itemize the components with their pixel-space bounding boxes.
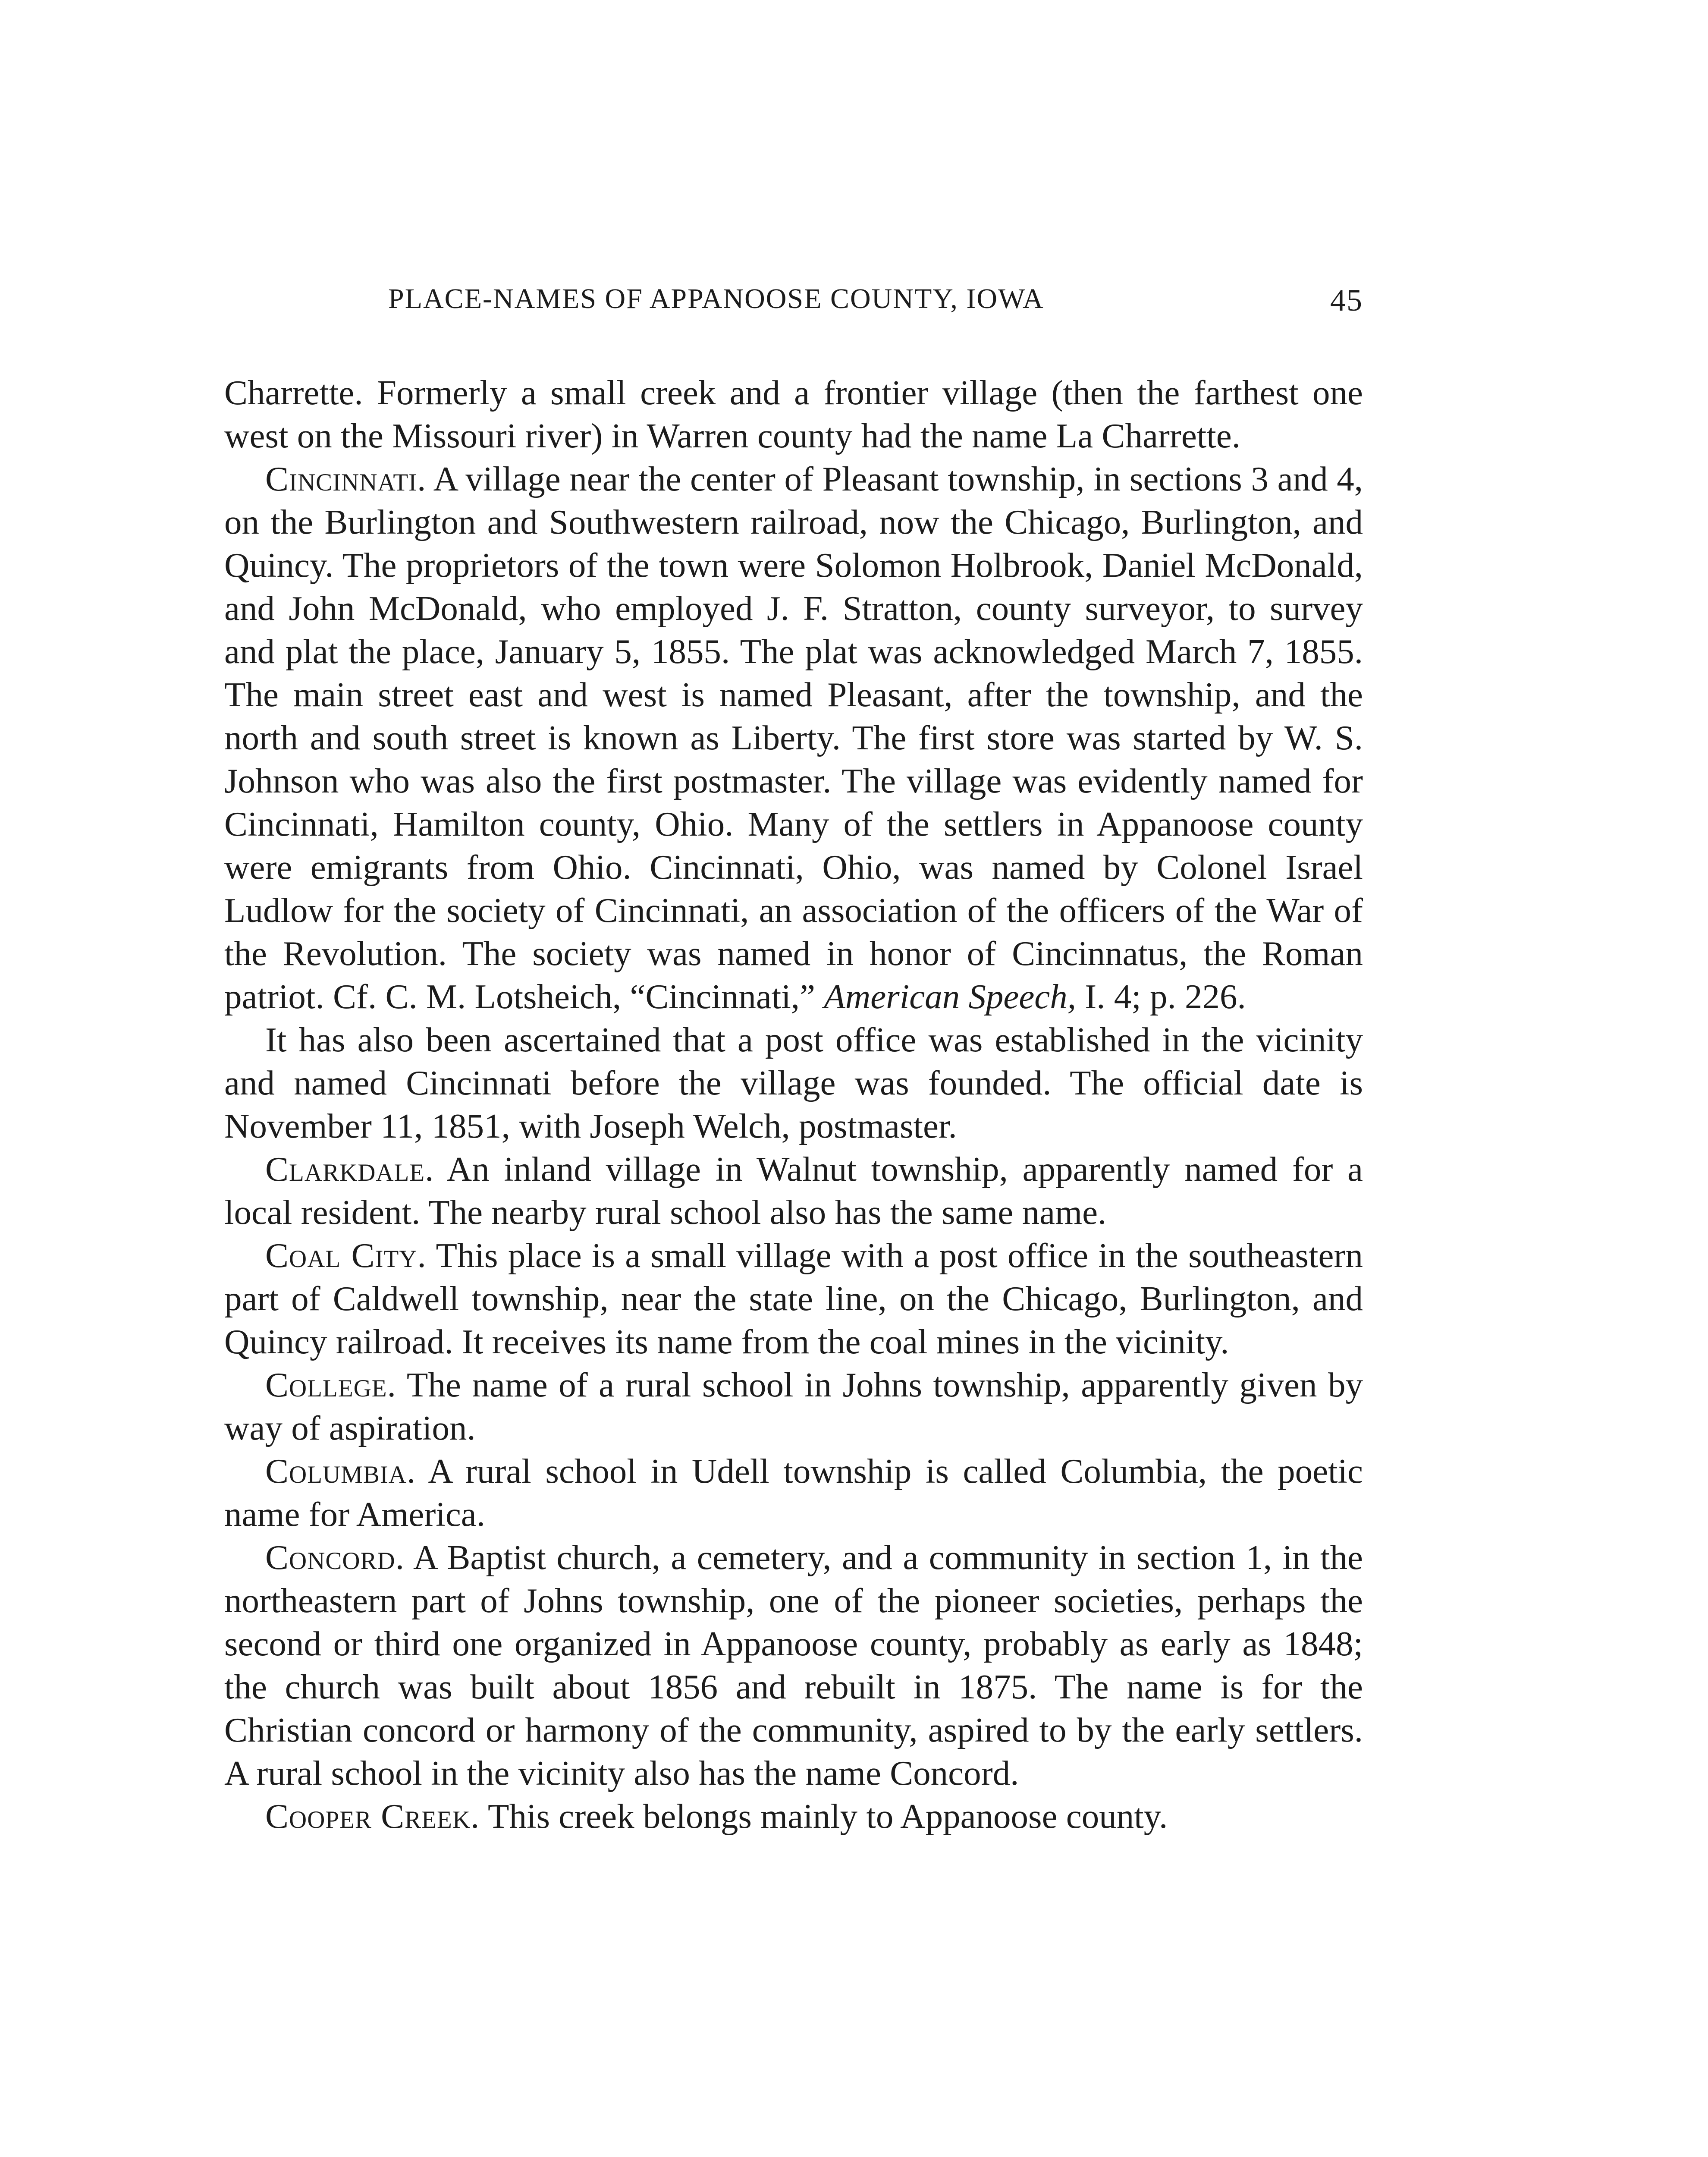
entry-heading: Columbia.	[265, 1452, 416, 1490]
entry-college	[224, 1363, 1363, 1450]
entry-concord	[224, 1536, 1363, 1795]
paragraph-charrette	[224, 371, 1363, 457]
paragraph-text: It has also been ascertained that a post office was established in the vicinity and named Cincinnati before the village was founded. The official date is November 11, 1851, with Joseph Welch, postmaster.	[224, 1020, 1363, 1145]
entry-columbia	[224, 1450, 1363, 1536]
entry-heading: Clarkdale.	[265, 1150, 434, 1189]
body-text	[224, 371, 1363, 1838]
page-header	[224, 283, 1363, 334]
entry-text-end: I. 4; p. 226.	[1085, 977, 1246, 1016]
entry-text: A Baptist church, a cemetery, and a community in section 1, in the northeastern part of Johns township, one of the pioneer societies, perhaps the second or third one organized in Appanoose county, probably as early as 1848; the church was built about 1856 and rebuilt in 1875. The name is for the Christian concord or harmony of the community, aspired to by the early settlers. A rural school in the vicinity also has the name Concord.	[224, 1538, 1363, 1792]
entry-cooper-creek	[224, 1795, 1363, 1838]
entry-heading: College.	[265, 1365, 396, 1404]
entry-text: A rural school in Udell township is called Columbia, the poetic name for America.	[224, 1452, 1363, 1534]
entry-coal-city	[224, 1234, 1363, 1363]
entry-text: This place is a small village with a post office in the southeastern part of Caldwell township, near the state line, on the Chicago, Burlington, and Quincy railroad. It receives its name from the coal mines in the vicinity.	[224, 1236, 1363, 1361]
paragraph-text: Charrette. Formerly a small creek and a frontier village (then the farthest one west on the Missouri river) in Warren county had the name La Charrette.	[224, 373, 1363, 455]
entry-heading: Concord.	[265, 1538, 405, 1577]
citation-title: American Speech,	[824, 977, 1077, 1016]
paragraph-post-office	[224, 1018, 1363, 1148]
entry-heading: Cooper Creek.	[265, 1797, 480, 1836]
entry-text: An inland village in Walnut township, apparently named for a local resident. The nearby rural school also has the same name.	[224, 1150, 1363, 1232]
page-number: 45	[1330, 283, 1363, 318]
entry-heading: Cincinnati.	[265, 459, 427, 498]
entry-text: This creek belongs mainly to Appanoose county.	[488, 1797, 1168, 1836]
entry-cincinnati	[224, 457, 1363, 1018]
entry-text: A village near the center of Pleasant township, in sections 3 and 4, on the Burlington and Southwestern railroad, now the Chicago, Burlington, and Quincy. The proprietors of the town were Solomon Holbrook, Daniel McDonald, and John McDonald, who employed J. F. Stratton, county surveyor, to survey and plat the place, January 5, 1855. The plat was acknowledged March 7, 1855. The main street east and west is named Pleasant, after the township, and the north and south street is known as Liberty. The first store was started by W. S. Johnson who was also the first postmaster. The village was evidently named for Cincinnati, Hamilton county, Ohio. Many of the settlers in Appanoose county were emigrants from Ohio. Cincinnati, Ohio, was named by Colonel Israel Ludlow for the society of Cincinnati, an association of the officers of the War of the Revolution. The society was named in honor of Cincinnatus, the Roman patriot. Cf. C. M. Lotsheich, “Cincinnati,”	[224, 459, 1363, 1016]
running-title: PLACE-NAMES OF APPANOOSE COUNTY, IOWA	[388, 283, 1044, 314]
entry-text: The name of a rural school in Johns township, apparently given by way of aspiration.	[224, 1365, 1363, 1447]
entry-heading: Coal City.	[265, 1236, 427, 1275]
entry-clarkdale	[224, 1148, 1363, 1234]
